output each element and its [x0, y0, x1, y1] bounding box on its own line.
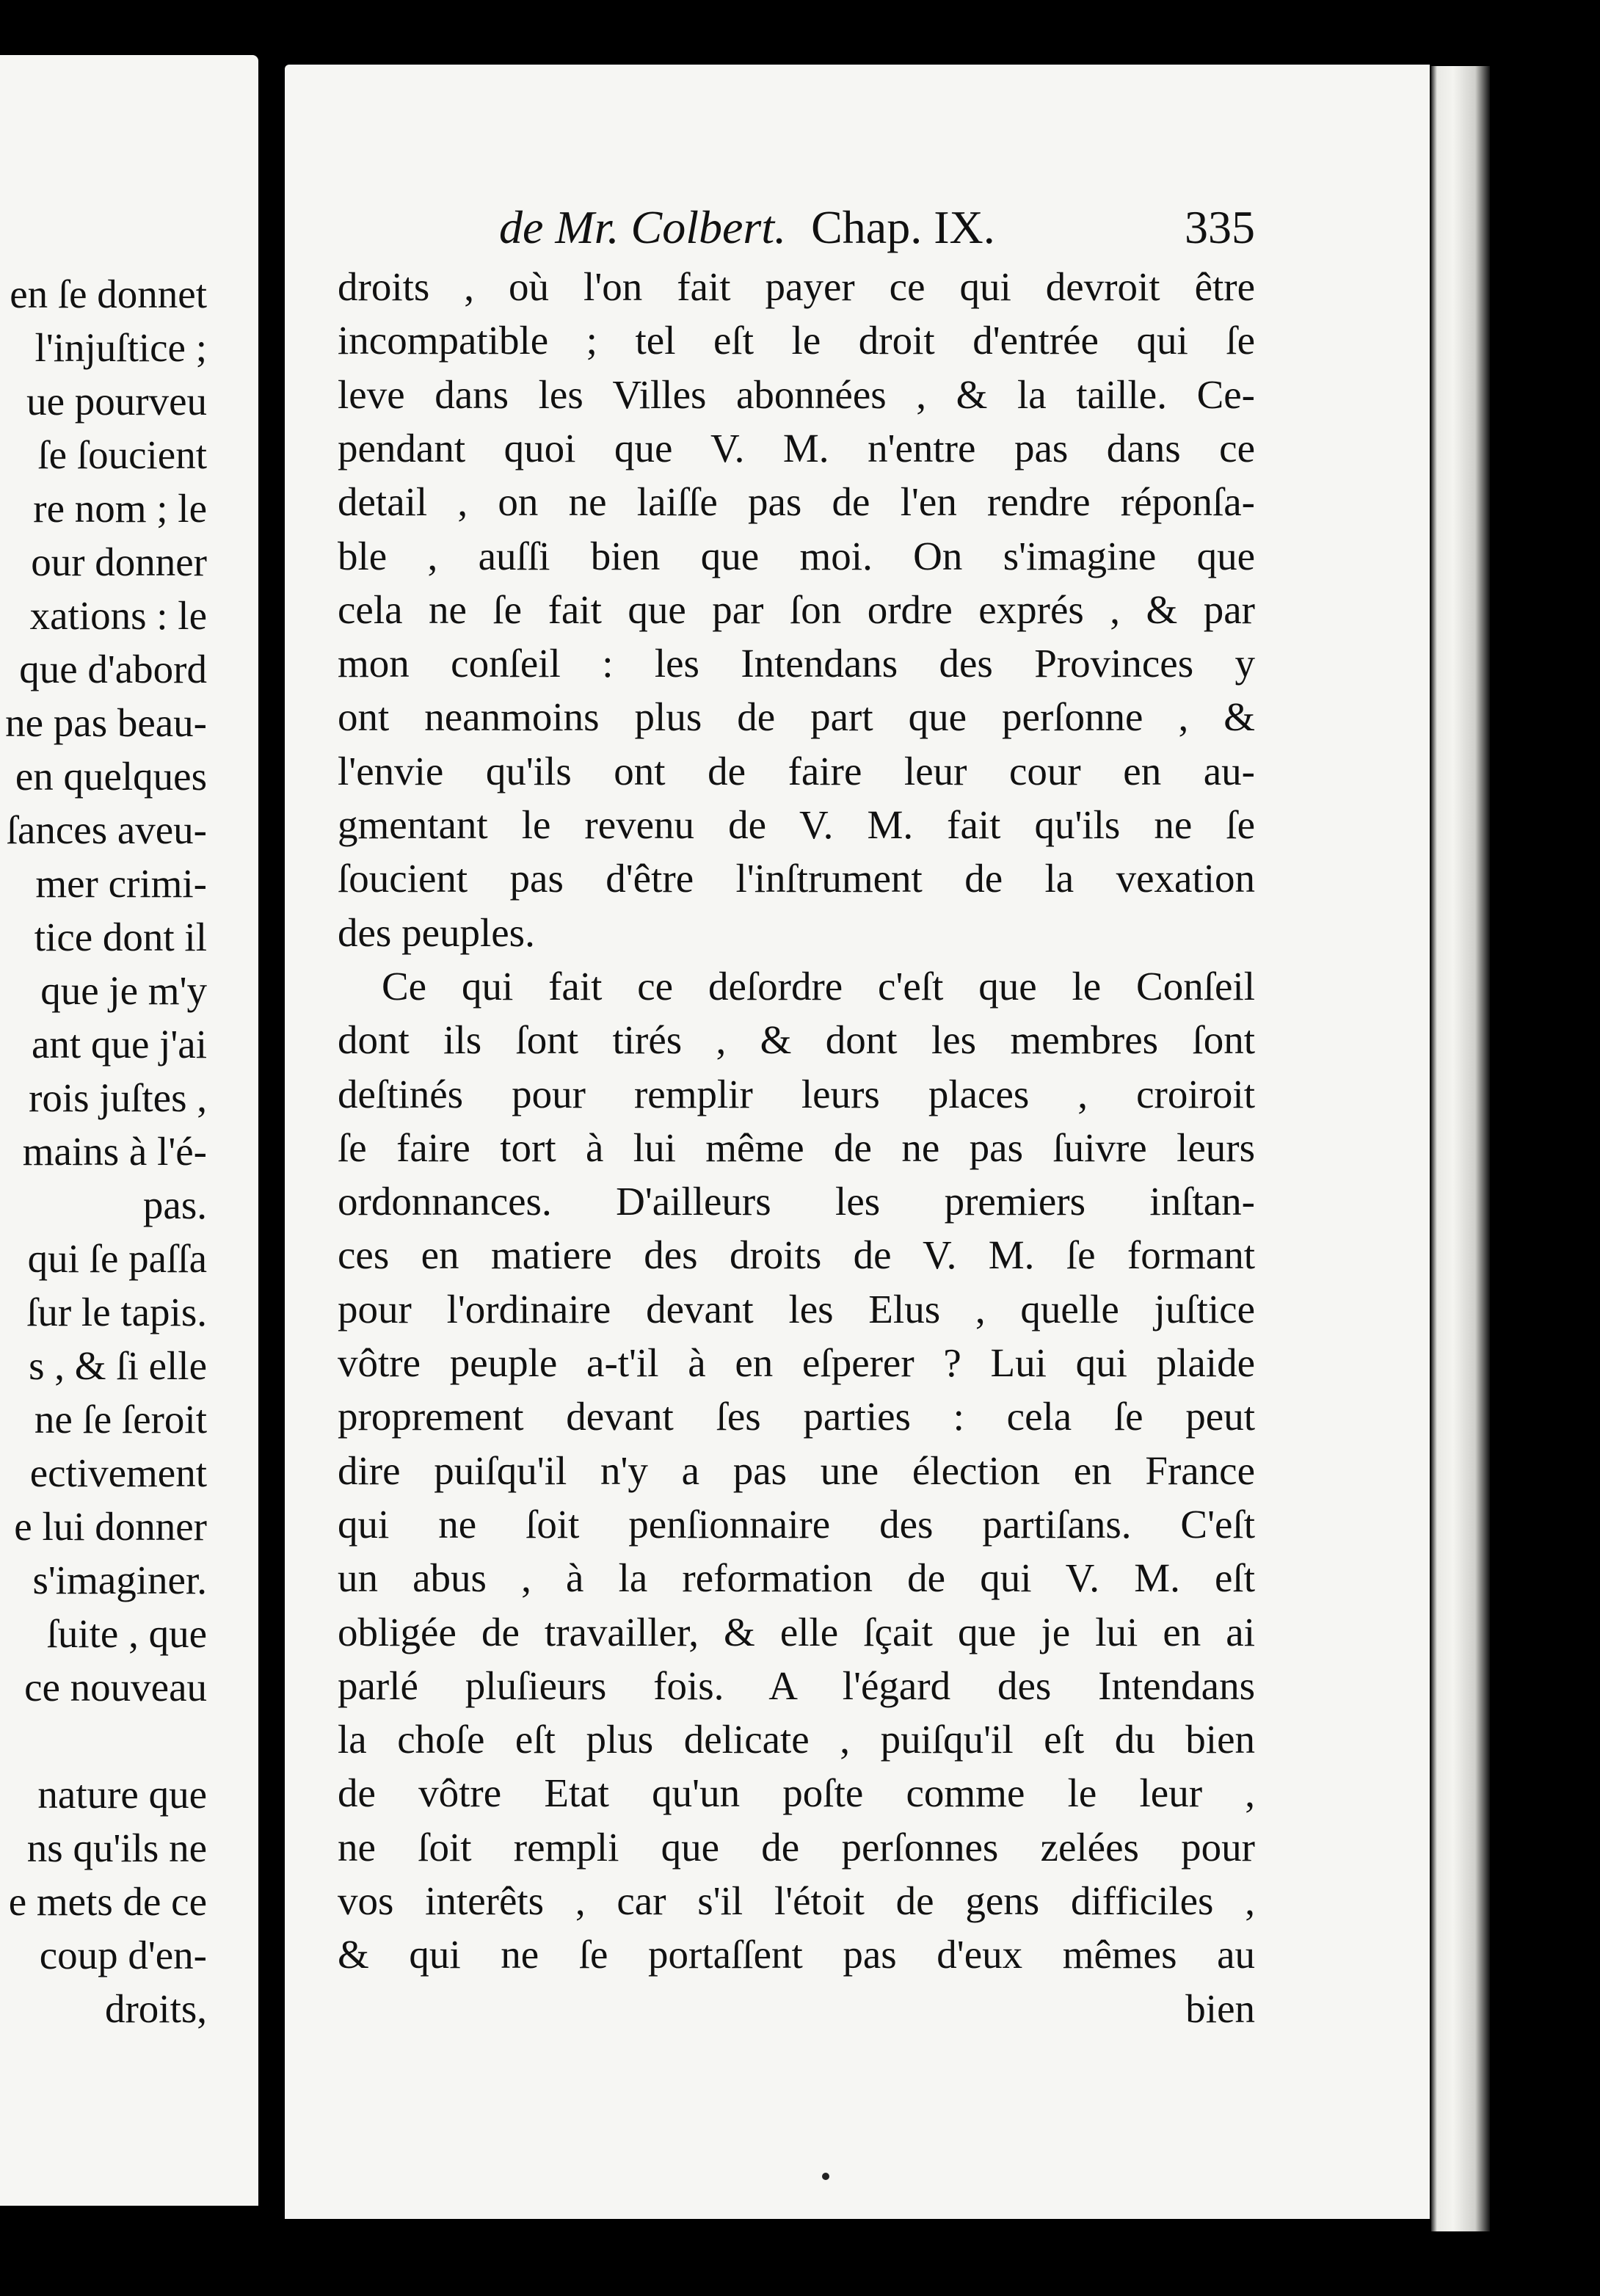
text-line: mon conſeil : les Intendans des Provinces y	[338, 641, 1255, 686]
running-head-chapter: Chap. IX.	[811, 201, 995, 253]
left-text-line: ne pas beau-	[5, 700, 207, 745]
page-number: 335	[1185, 201, 1255, 253]
text-line: cela ne ſe fait que par ſon ordre exprés , & par	[338, 586, 1255, 632]
left-text-line: re nom ; le	[33, 486, 207, 531]
left-text-line: ſances aveu-	[6, 807, 207, 852]
text-line: ble , auſſi bien que moi. On s'imagine que	[338, 533, 1255, 578]
left-text-line: ſuite , que	[46, 1611, 207, 1656]
left-text-line: ue pourveu	[26, 379, 207, 424]
text-line: proprement devant ſes parties : cela ſe peut	[338, 1394, 1255, 1439]
text-line: des peuples.	[338, 909, 535, 955]
text-line: vôtre peuple a-t'il à en eſperer ? Lui qui plaide	[338, 1340, 1255, 1385]
left-text-line: ectivement	[29, 1450, 207, 1495]
left-text-line: xations : le	[29, 593, 207, 638]
text-line: ces en matiere des droits de V. M. ſe formant	[338, 1232, 1255, 1278]
ink-speck	[822, 2173, 829, 2180]
left-text-line: coup d'en-	[39, 1933, 207, 1977]
left-text-line: l'injuſtice ;	[34, 325, 207, 370]
left-text-line: en ſe donnet	[10, 272, 207, 316]
left-text-line: s , & ſi elle	[29, 1343, 207, 1388]
text-line: ordonnances. D'ailleurs les premiers inſtan-	[338, 1179, 1255, 1224]
left-text-line: ce nouveau	[24, 1665, 207, 1710]
text-line: detail , on ne laiſſe pas de l'en rendre réponſa-	[338, 479, 1255, 525]
left-text-line: ns qu'ils ne	[26, 1825, 207, 1870]
text-line: ne ſoit rempli que de perſonnes zelées pour	[338, 1824, 1255, 1870]
left-text-line: ſe ſoucient	[37, 432, 207, 477]
text-line: de vôtre Etat qu'un poſte comme le leur ,	[338, 1770, 1255, 1816]
left-text-line: ne ſe ſeroit	[34, 1397, 207, 1442]
left-text-line: nature que	[37, 1772, 207, 1817]
text-line: ont neanmoins plus de part que perſonne , &	[338, 694, 1255, 740]
text-line: pour l'ordinaire devant les Elus , quelle juſtice	[338, 1286, 1255, 1332]
running-head-title: de Mr. Colbert.	[499, 201, 787, 253]
left-text-line: ant que j'ai	[32, 1022, 207, 1067]
left-text-line: que je m'y	[40, 968, 207, 1013]
left-text-line: e lui donner	[14, 1504, 207, 1549]
left-text-line: que d'abord	[19, 647, 207, 691]
left-text-line: mains à l'é-	[22, 1129, 207, 1174]
text-line: leve dans les Villes abonnées , & la taille. Ce-	[338, 371, 1255, 417]
text-line: dire puiſqu'il n'y a pas une élection en France	[338, 1447, 1255, 1493]
text-line: ſe faire tort à lui même de ne pas ſuivre leurs	[338, 1125, 1255, 1170]
left-text-line: droits,	[104, 1986, 207, 2031]
catchword: bien	[1185, 1986, 1255, 2031]
text-line: l'envie qu'ils ont de faire leur cour en au-	[338, 748, 1255, 793]
left-text-line: s'imaginer.	[32, 1558, 207, 1602]
left-text-line: en quelques	[15, 754, 207, 799]
left-text-line: tice dont il	[34, 915, 207, 959]
text-line: qui ne ſoit penſionnaire des partiſans. C'eſt	[338, 1501, 1255, 1547]
text-line: gmentant le revenu de V. M. fait qu'ils ne ſe	[338, 802, 1255, 847]
left-text-line: rois juſtes ,	[29, 1075, 207, 1120]
text-line: vos interêts , car s'il l'étoit de gens difficiles ,	[338, 1878, 1255, 1923]
text-line: dont ils ſont tirés , & dont les membres ſont	[338, 1017, 1255, 1063]
text-line: obligée de travailler, & elle ſçait que je lui en ai	[338, 1609, 1255, 1654]
text-line: ſoucient pas d'être l'inſtrument de la vexation	[338, 856, 1255, 901]
left-text-line: mer crimi-	[35, 861, 207, 906]
text-line: droits , où l'on fait payer ce qui devroit être	[338, 264, 1255, 309]
text-line: & qui ne ſe portaſſent pas d'eux mêmes au	[338, 1932, 1255, 1977]
text-line: un abus , à la reformation de qui V. M. eſt	[338, 1555, 1255, 1601]
left-text-line: our donner	[31, 540, 207, 584]
page-edge	[1431, 66, 1490, 2231]
text-line: la choſe eſt plus delicate , puiſqu'il eſt du bien	[338, 1717, 1255, 1762]
text-line: incompatible ; tel eſt le droit d'entrée qui ſe	[338, 318, 1255, 363]
text-line: Ce qui fait ce deſordre c'eſt que le Conſeil	[382, 963, 1255, 1009]
text-line: pendant quoi que V. M. n'entre pas dans ce	[338, 425, 1255, 471]
left-text-line: qui ſe paſſa	[27, 1236, 207, 1281]
left-text-line: ſur le tapis.	[26, 1290, 207, 1334]
text-line: deſtinés pour remplir leurs places , croiroit	[338, 1071, 1255, 1116]
left-page	[0, 55, 258, 2206]
running-head	[499, 198, 1255, 257]
left-text-line: pas.	[142, 1182, 207, 1227]
text-line: parlé pluſieurs fois. A l'égard des Intendans	[338, 1663, 1255, 1708]
left-text-line: e mets de ce	[8, 1879, 207, 1924]
